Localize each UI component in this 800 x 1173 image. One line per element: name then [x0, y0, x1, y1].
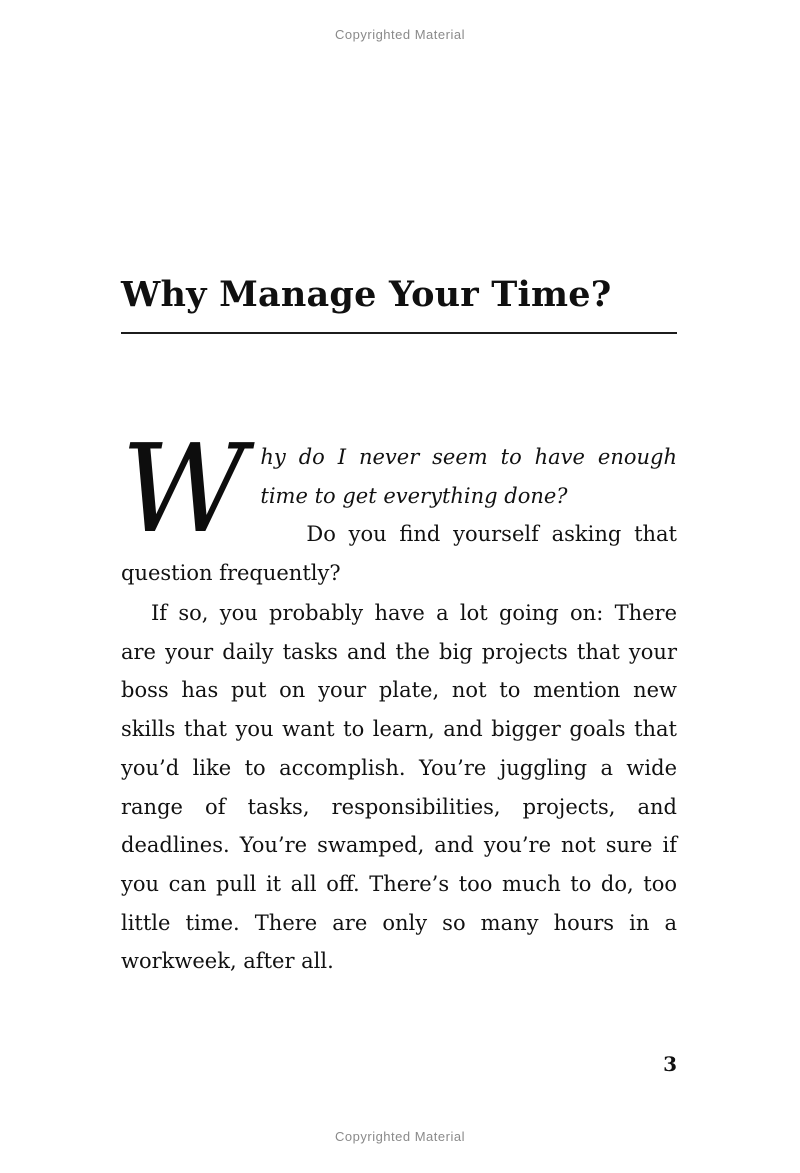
- page-number: 3: [663, 1052, 677, 1076]
- opening-question-italic: hy do I never seem to have enough time to get everything done?: [260, 445, 677, 508]
- dropcap-letter: W: [121, 418, 247, 560]
- opening-paragraph: [121, 418, 677, 593]
- copyright-notice-top: Copyrighted Material: [335, 27, 465, 42]
- opening-followup: Do you find yourself asking that question frequently?: [121, 522, 677, 586]
- followup-indent-spacer: [260, 540, 306, 541]
- copyright-notice-bottom: Copyrighted Material: [335, 1129, 465, 1144]
- chapter-title: Why Manage Your Time?: [121, 274, 612, 315]
- title-rule: [121, 332, 677, 334]
- body-paragraph: If so, you probably have a lot going on: There are your daily tasks and the big projects that your boss has put on your plate, not to mention new skills that you want to learn, and bigger goals that you’d like to accomplish. You’re juggling a wide range of tasks, responsibilities, projects, and deadlines. You’re swamped, and you’re not sure if you can pull it all off. There’s too much to do, too little time. There are only so many hours in a workweek, after all.: [121, 601, 677, 974]
